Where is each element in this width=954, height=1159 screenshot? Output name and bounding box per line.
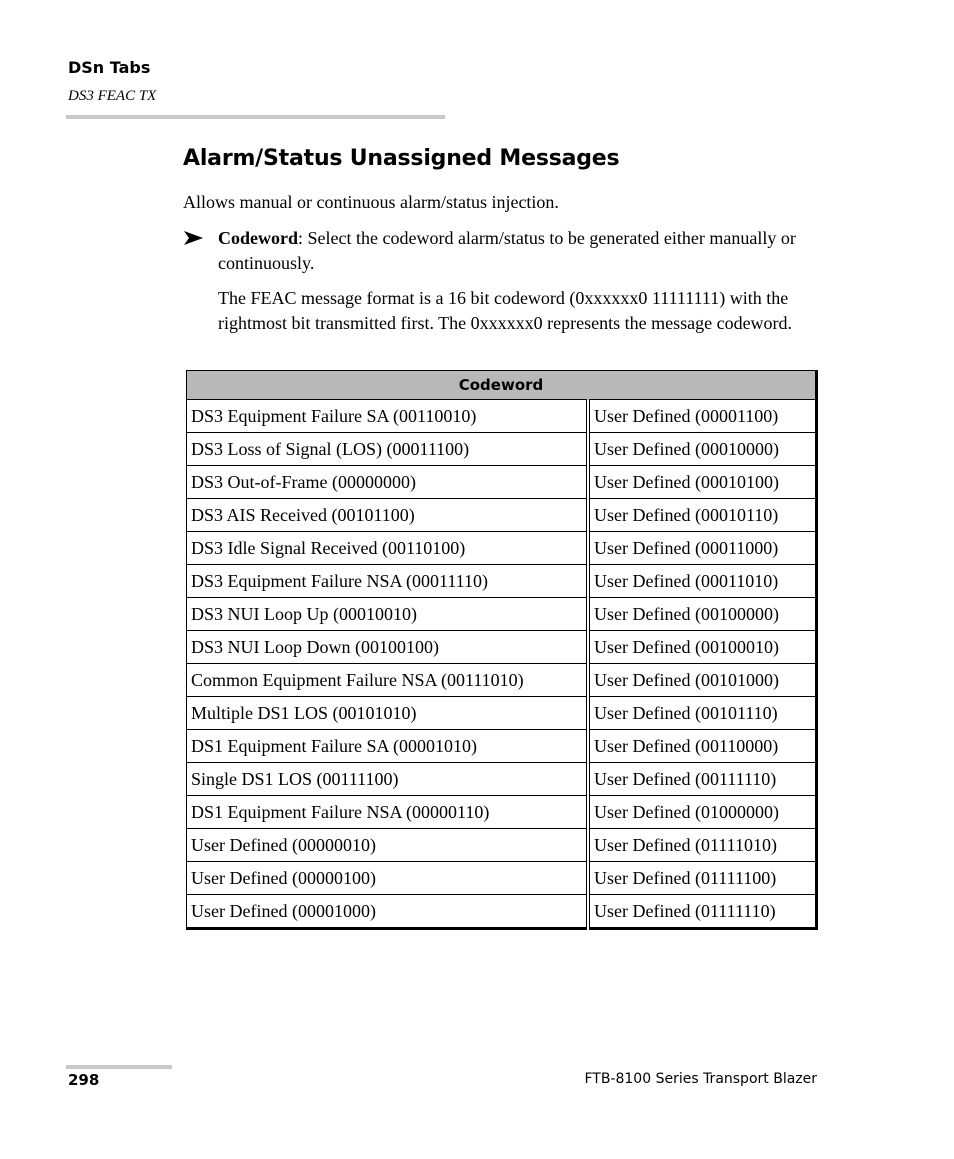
codeword-cell-right: User Defined (00010000) xyxy=(588,433,817,466)
table-header-codeword: Codeword xyxy=(187,371,817,400)
table-row xyxy=(187,829,817,862)
codeword-cell-right: User Defined (00111110) xyxy=(588,763,817,796)
footer-rule xyxy=(66,1065,172,1069)
codeword-table-wrap xyxy=(186,370,820,930)
codeword-cell-left: Single DS1 LOS (00111100) xyxy=(187,763,589,796)
page-heading: Alarm/Status Unassigned Messages xyxy=(183,146,620,171)
codeword-cell-left: User Defined (00001000) xyxy=(187,895,589,929)
subsection-title: DS3 FEAC TX xyxy=(68,88,157,104)
table-row xyxy=(187,532,817,565)
table-row xyxy=(187,466,817,499)
codeword-cell-left: DS3 Equipment Failure SA (00110010) xyxy=(187,400,589,433)
codeword-cell-left: DS3 AIS Received (00101100) xyxy=(187,499,589,532)
codeword-cell-right: User Defined (00110000) xyxy=(588,730,817,763)
bullet-term: Codeword xyxy=(218,228,298,248)
table-row xyxy=(187,697,817,730)
header-rule xyxy=(66,115,445,119)
table-row xyxy=(187,664,817,697)
table-row xyxy=(187,499,817,532)
codeword-bullet xyxy=(218,226,818,276)
codeword-cell-right: User Defined (01111010) xyxy=(588,829,817,862)
codeword-cell-left: Common Equipment Failure NSA (00111010) xyxy=(187,664,589,697)
codeword-cell-left: Multiple DS1 LOS (00101010) xyxy=(187,697,589,730)
table-row xyxy=(187,565,817,598)
table-body xyxy=(187,400,817,929)
table-header-row xyxy=(187,371,817,400)
table-row xyxy=(187,730,817,763)
codeword-cell-right: User Defined (01111110) xyxy=(588,895,817,929)
table-row xyxy=(187,862,817,895)
codeword-cell-left: DS3 NUI Loop Up (00010010) xyxy=(187,598,589,631)
codeword-cell-right: User Defined (00101110) xyxy=(588,697,817,730)
table-row xyxy=(187,631,817,664)
codeword-cell-right: User Defined (00010100) xyxy=(588,466,817,499)
codeword-cell-right: User Defined (00010110) xyxy=(588,499,817,532)
codeword-cell-right: User Defined (00001100) xyxy=(588,400,817,433)
codeword-cell-right: User Defined (00011000) xyxy=(588,532,817,565)
codeword-table xyxy=(186,370,818,930)
codeword-cell-left: User Defined (00000010) xyxy=(187,829,589,862)
codeword-cell-left: DS3 Idle Signal Received (00110100) xyxy=(187,532,589,565)
page-number: 298 xyxy=(68,1071,100,1089)
codeword-cell-right: User Defined (01111100) xyxy=(588,862,817,895)
table-row xyxy=(187,433,817,466)
codeword-cell-right: User Defined (01000000) xyxy=(588,796,817,829)
table-row xyxy=(187,763,817,796)
codeword-cell-right: User Defined (00100000) xyxy=(588,598,817,631)
footer-product-name: FTB-8100 Series Transport Blazer xyxy=(584,1071,817,1087)
codeword-cell-left: DS3 Out-of-Frame (00000000) xyxy=(187,466,589,499)
intro-text: Allows manual or continuous alarm/status injection. xyxy=(183,192,559,212)
bullet-description: : Select the codeword alarm/status to be generated either manually or continuously. xyxy=(218,228,796,273)
table-row xyxy=(187,598,817,631)
codeword-cell-left: DS3 Loss of Signal (LOS) (00011100) xyxy=(187,433,589,466)
codeword-cell-right: User Defined (00011010) xyxy=(588,565,817,598)
table-row xyxy=(187,895,817,929)
codeword-cell-left: DS3 NUI Loop Down (00100100) xyxy=(187,631,589,664)
arrow-bullet-icon xyxy=(183,226,205,250)
codeword-cell-left: User Defined (00000100) xyxy=(187,862,589,895)
codeword-cell-left: DS1 Equipment Failure SA (00001010) xyxy=(187,730,589,763)
table-row xyxy=(187,400,817,433)
section-title: DSn Tabs xyxy=(68,58,151,77)
codeword-cell-right: User Defined (00101000) xyxy=(588,664,817,697)
codeword-cell-left: DS3 Equipment Failure NSA (00011110) xyxy=(187,565,589,598)
codeword-cell-right: User Defined (00100010) xyxy=(588,631,817,664)
feac-format-paragraph: The FEAC message format is a 16 bit codeword (0xxxxxx0 11111111) with the rightmost bit transmitted first. The 0xxxxxx0 represents the message codeword. xyxy=(218,288,793,333)
codeword-cell-left: DS1 Equipment Failure NSA (00000110) xyxy=(187,796,589,829)
table-row xyxy=(187,796,817,829)
